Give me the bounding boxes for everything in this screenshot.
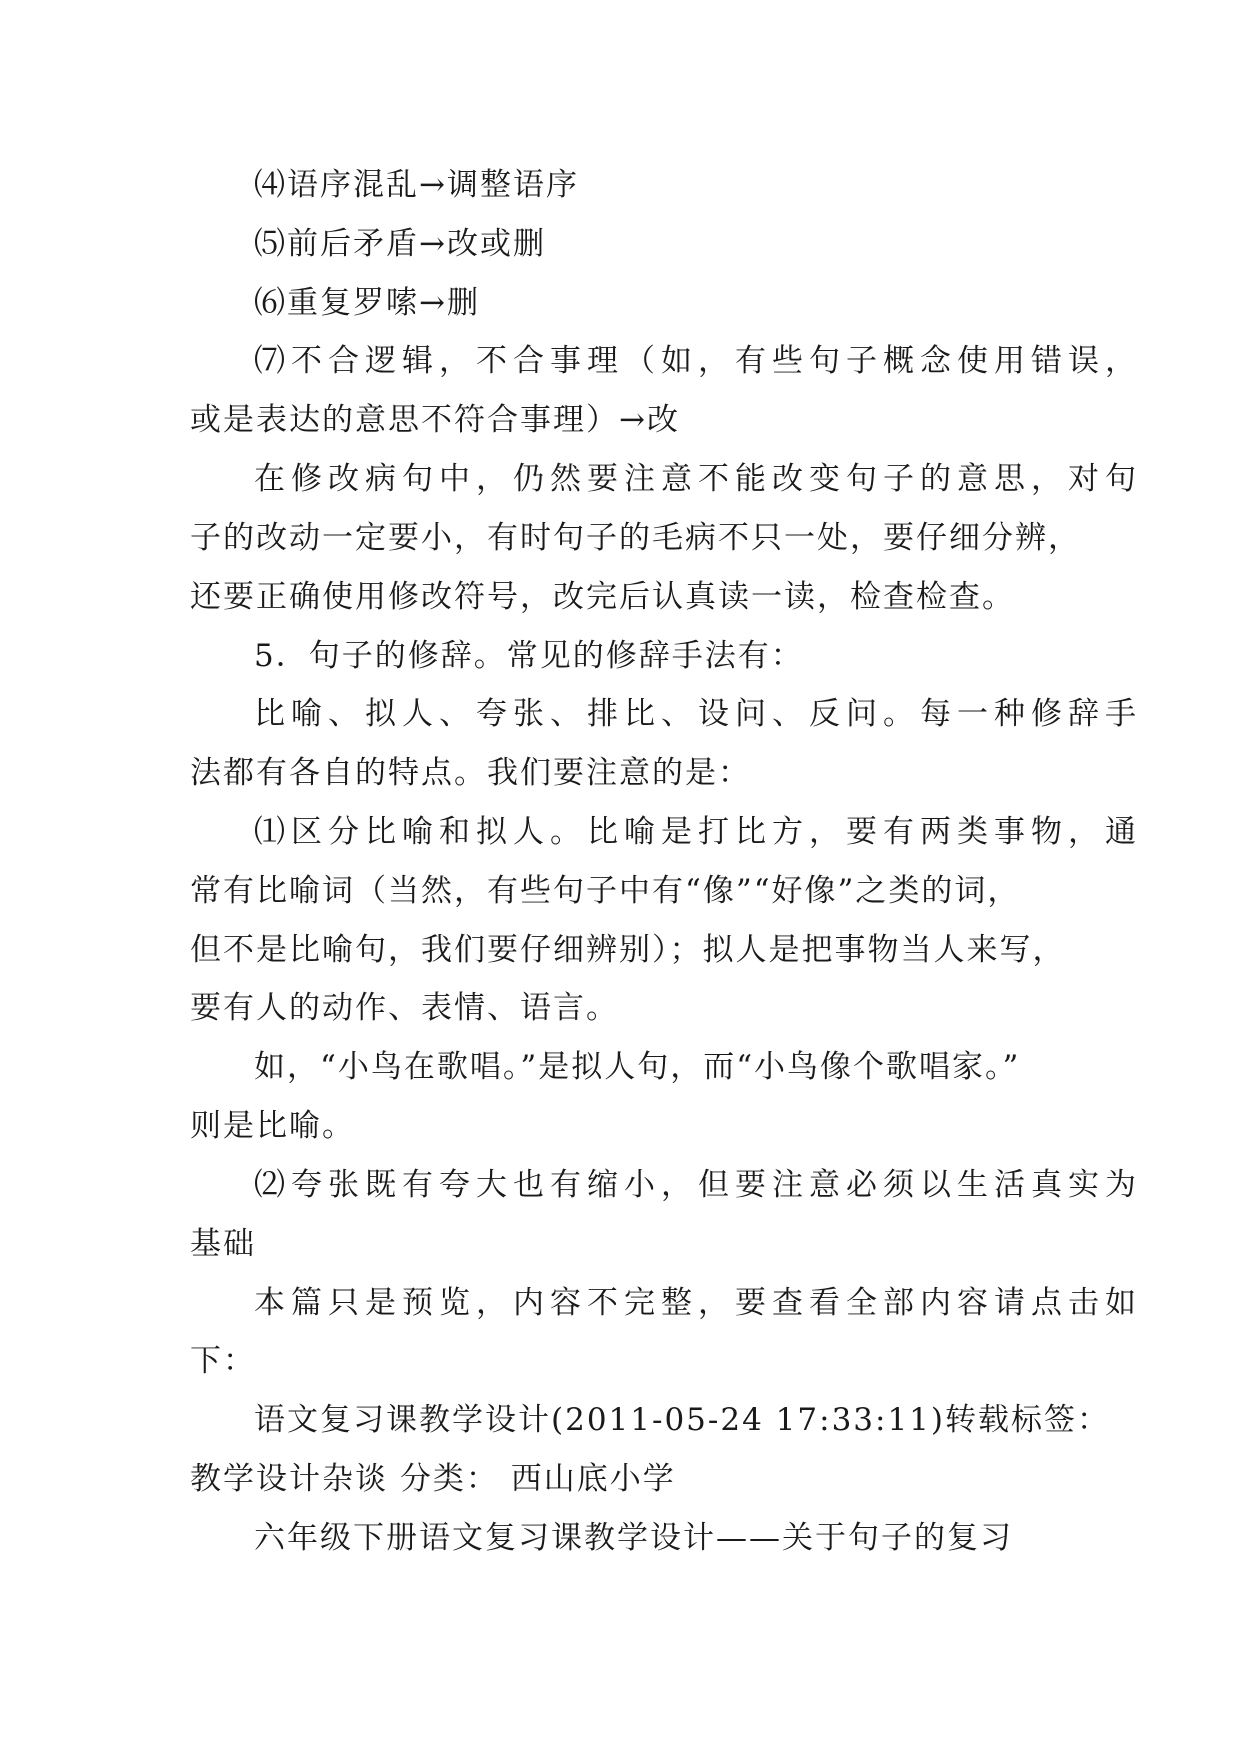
list-item-7-cont: 或是表达的意思不符合事理）→改 [190,402,680,438]
post-tags-category: 教学设计杂谈 分类： 西山底小学 [190,1461,676,1497]
paragraph-example: 如，“小鸟在歌唱。”是拟人句，而“小鸟像个歌唱家。” [254,1049,1021,1085]
list-item-6: ⑹重复罗嗦→删 [254,285,480,321]
paragraph-rhetoric-list-cont: 法都有各自的特点。我们要注意的是： [190,755,751,791]
document-subtitle: 六年级下册语文复习课教学设计——关于句子的复习 [254,1520,1013,1556]
post-title-meta: 语文复习课教学设计(2011-05-24 17:33:11)转载标签： [254,1402,1111,1438]
paragraph-revise-note-cont-2: 还要正确使用修改符号，改完后认真读一读，检查检查。 [190,579,1015,615]
paragraph-example-cont: 则是比喻。 [190,1108,355,1144]
preview-notice: 本篇只是预览，内容不完整，要查看全部内容请点击如 [254,1285,1142,1321]
preview-notice-cont: 下： [190,1343,256,1379]
list-item-1-cont-3: 要有人的动作、表情、语言。 [190,990,619,1026]
list-item-1-cont-2: 但不是比喻句，我们要仔细辨别）；拟人是把事物当人来写， [190,932,1066,968]
list-item-2: ⑵夸张既有夸大也有缩小，但要注意必须以生活真实为 [254,1167,1142,1203]
list-item-1: ⑴区分比喻和拟人。比喻是打比方，要有两类事物，通 [254,814,1142,850]
paragraph-revise-note-cont-1: 子的改动一定要小，有时句子的毛病不只一处，要仔细分辨， [190,520,1081,556]
section-heading-rhetoric: 5．句子的修辞。常见的修辞手法有： [254,638,804,674]
list-item-5: ⑸前后矛盾→改或删 [254,226,546,262]
paragraph-rhetoric-list: 比喻、拟人、夸张、排比、设问、反问。每一种修辞手 [254,696,1142,732]
list-item-7: ⑺不合逻辑，不合事理（如，有些句子概念使用错误， [254,343,1142,379]
list-item-2-cont: 基础 [190,1226,256,1262]
paragraph-revise-note: 在修改病句中，仍然要注意不能改变句子的意思，对句 [254,461,1142,497]
list-item-1-cont-1: 常有比喻词（当然，有些句子中有“像”“好像”之类的词， [190,873,1021,909]
list-item-4: ⑷语序混乱→调整语序 [254,167,579,203]
